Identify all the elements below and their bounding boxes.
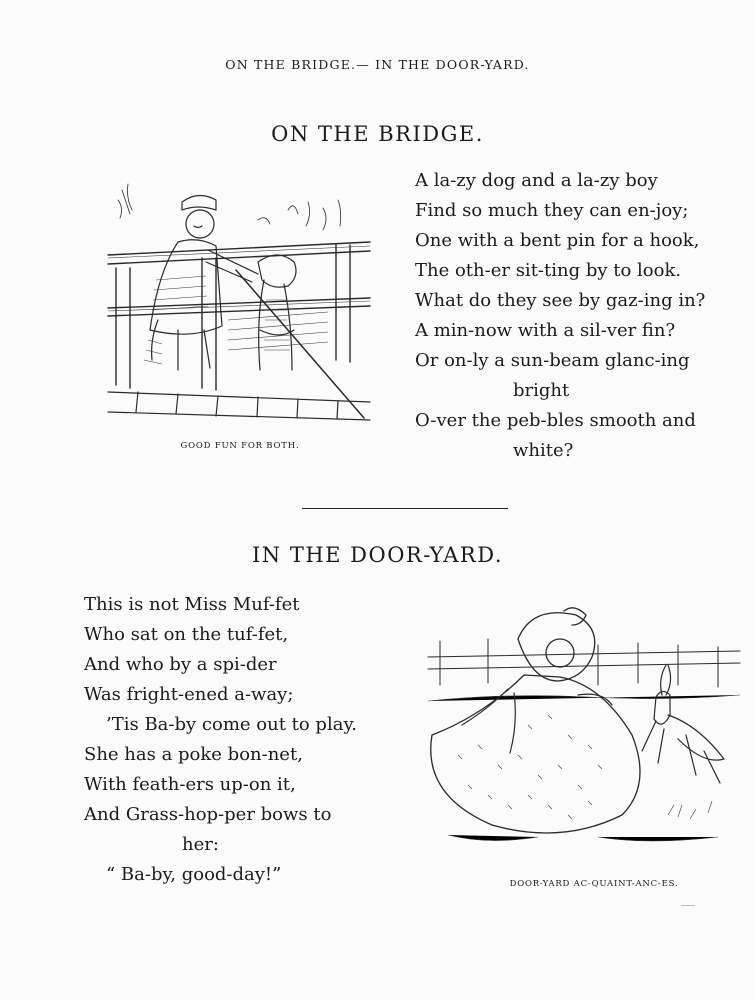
- poem-line: Who sat on the tuf-fet,: [84, 624, 289, 645]
- dooryard-poem: [84, 590, 357, 890]
- printer-mark: [681, 905, 695, 906]
- poem-line: “ Ba-by, good-day!”: [106, 864, 282, 885]
- poem-line: She has a poke bon-net,: [84, 744, 303, 765]
- bridge-poem: [415, 166, 705, 466]
- poem-line: Was fright-ened a-way;: [84, 684, 294, 705]
- poem-line: her:: [182, 834, 219, 855]
- poem-line: Find so much they can en-joy;: [415, 200, 689, 221]
- poem-line: A min-now with a sil-ver fin?: [415, 320, 676, 341]
- poem-line: bright: [513, 380, 570, 401]
- poem-line: O-ver the peb-bles smooth and: [415, 410, 696, 431]
- poem-line: Or on-ly a sun-beam glanc-ing: [415, 350, 690, 371]
- section-title-dooryard: IN THE DOOR-YARD.: [251, 543, 503, 567]
- poem-line: And who by a spi-der: [84, 654, 277, 675]
- poem-line: What do they see by gaz-ing in?: [415, 290, 706, 311]
- section-title-bridge: ON THE BRIDGE.: [271, 122, 484, 146]
- bridge-illustration-caption: GOOD FUN FOR BOTH.: [180, 441, 300, 451]
- dooryard-illustration-caption: DOOR-YARD AC-QUAINT-ANC-ES.: [509, 879, 679, 889]
- section-divider: [302, 508, 508, 509]
- poem-line: With feath-ers up-on it,: [84, 774, 296, 795]
- running-head: ON THE BRIDGE.— IN THE DOOR-YARD.: [225, 57, 530, 72]
- poem-line: One with a bent pin for a hook,: [415, 230, 700, 251]
- poem-line: This is not Miss Muf-fet: [84, 594, 300, 615]
- poem-line: And Grass-hop-per bows to: [84, 804, 332, 825]
- poem-line: white?: [513, 440, 574, 461]
- poem-line: The oth-er sit-ting by to look.: [415, 260, 682, 281]
- bridge-illustration: [108, 180, 372, 430]
- poem-line: ’Tis Ba-by come out to play.: [106, 714, 357, 735]
- dooryard-illustration: [428, 605, 740, 865]
- poem-line: A la-zy dog and a la-zy boy: [415, 170, 658, 191]
